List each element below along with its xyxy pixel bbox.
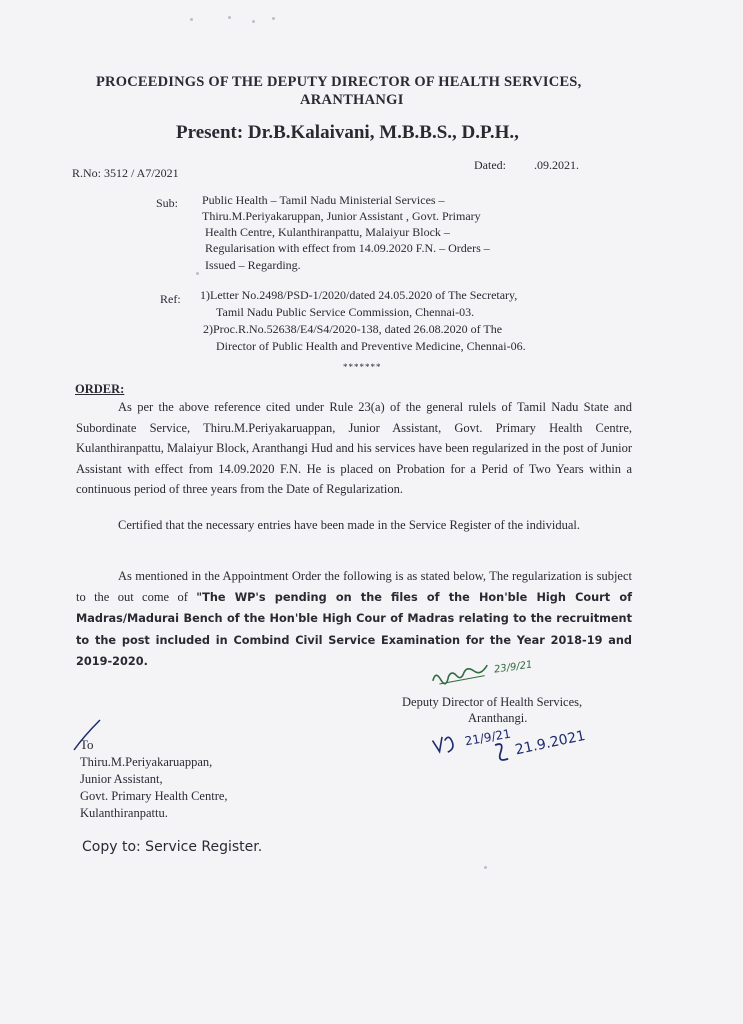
recipient-line: Thiru.M.Periyakaruappan, bbox=[80, 755, 213, 769]
dated-label: Dated: bbox=[474, 158, 506, 172]
reference-line: Director of Public Health and Preventive Medicine, Chennai-06. bbox=[216, 339, 526, 353]
subject-line: Health Centre, Kulanthiranpattu, Malaiyur Block – bbox=[205, 225, 450, 239]
subject-line: Issued – Regarding. bbox=[205, 258, 301, 272]
order-paragraph-3 bbox=[76, 566, 632, 676]
reference-line: 2)Proc.R.No.52638/E4/S4/2020-138, dated 26.08.2020 of The bbox=[203, 322, 503, 336]
order-paragraph-1: As per the above reference cited under Rule 23(a) of the general rulels of Tamil Nadu State and Subordinate Service, Thiru.M.Periyakaruappan, Junior Assistant, Govt. Primary Health Centre, Kulanthiranpattu, Malaiyur Block, Aranthangi Hud and his services have been regularized in the post of Junior Assistant with effect from 14.09.2020 F.N. He is placed on Probation for a Perid of Two Years within a continuous period of three years from the Date of Regularization. bbox=[76, 400, 632, 496]
office-title: PROCEEDINGS OF THE DEPUTY DIRECTOR OF HEALTH SERVICES, bbox=[96, 74, 582, 90]
dated-value: .09.2021. bbox=[534, 158, 579, 172]
signatory-place: Aranthangi. bbox=[468, 711, 528, 725]
reference-label: Ref: bbox=[160, 292, 181, 306]
blue-initial-left-date: 21/9/21 bbox=[463, 726, 512, 749]
order-heading: ORDER: bbox=[75, 382, 125, 396]
to-label: To bbox=[80, 737, 94, 752]
blue-initial-right-date: 21.9.2021 bbox=[513, 727, 587, 759]
order-paragraph-3-condition: "The WP's pending on the files of the Hon'ble High Court of Madras/Madurai Bench of the Hon'ble High Cour of Madras relating to the recruitment to the post included in Combind Civil Service Examination for the Year 2018-19 and 2019-2020. bbox=[76, 590, 632, 668]
present-officer: Present: Dr.B.Kalaivani, M.B.B.S., D.P.H., bbox=[176, 122, 519, 143]
scan-speck bbox=[484, 866, 487, 869]
reference-line: Tamil Nadu Public Service Commission, Chennai-03. bbox=[216, 305, 475, 319]
copy-to: Copy to: Service Register. bbox=[82, 839, 263, 855]
recipient-line: Kulanthiranpattu. bbox=[80, 806, 168, 820]
scan-speck bbox=[196, 272, 199, 275]
recipient-line: Govt. Primary Health Centre, bbox=[80, 789, 228, 803]
signatory-designation: Deputy Director of Health Services, bbox=[402, 695, 583, 709]
scan-speck bbox=[190, 18, 193, 21]
initial-scribble-icon bbox=[429, 730, 463, 759]
signature-scribble-icon bbox=[490, 738, 513, 767]
reference-number: R.No: 3512 / A7/2021 bbox=[72, 166, 179, 180]
order-paragraph-2: Certified that the necessary entries have been made in the Service Register of the individual. bbox=[118, 518, 580, 532]
separator-stars: ******* bbox=[343, 362, 382, 372]
reference-line: 1)Letter No.2498/PSD-1/2020/dated 24.05.2020 of The Secretary, bbox=[200, 288, 518, 302]
green-initial-date: 23/9/21 bbox=[493, 659, 534, 676]
order-paragraph-3-text: As mentioned in the Appointment Order the following is as stated below, The regularization is subject to the out come of bbox=[76, 569, 632, 604]
subject-line: Public Health – Tamil Nadu Ministerial Services – bbox=[202, 193, 445, 207]
subject-line: Thiru.M.Periyakaruppan, Junior Assistant , Govt. Primary bbox=[202, 209, 481, 223]
office-place: ARANTHANGI bbox=[300, 92, 404, 108]
scan-speck bbox=[228, 16, 231, 19]
scan-speck bbox=[252, 20, 255, 23]
subject-line: Regularisation with effect from 14.09.2020 F.N. – Orders – bbox=[205, 241, 490, 255]
recipient-line: Junior Assistant, bbox=[80, 772, 163, 786]
subject-label: Sub: bbox=[156, 196, 179, 210]
scan-speck bbox=[272, 17, 275, 20]
